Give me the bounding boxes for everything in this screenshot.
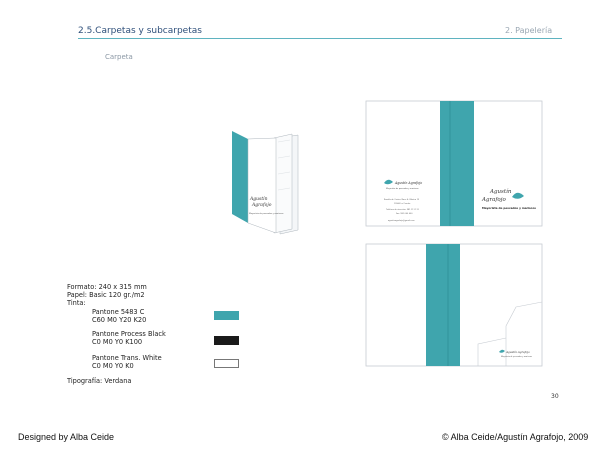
small-logo-tagline: Mayorista de pescados y mariscos bbox=[386, 188, 419, 190]
mockup-brand-name-2: Agrafojo bbox=[252, 203, 272, 208]
small-logo-name: Agustín Agrafojo bbox=[395, 181, 423, 185]
address-line-4: Fax: 981 000 000 bbox=[396, 213, 413, 215]
section-label: Carpeta bbox=[105, 53, 133, 61]
mockup-tagline: Mayorista de pescados y mariscos bbox=[249, 213, 284, 215]
ink-1-cmyk: C60 M0 Y20 K20 bbox=[92, 316, 147, 324]
ink-2-name: Pantone Process Black bbox=[92, 330, 166, 338]
section-name: 2. Papelería bbox=[505, 26, 553, 35]
folder-outer-face bbox=[366, 101, 542, 226]
folder-inner-face bbox=[366, 244, 542, 366]
main-logo-tagline: Mayorista de pescados y mariscos bbox=[482, 206, 536, 210]
page-title: 2.5.Carpetas y subcarpetas bbox=[78, 26, 202, 36]
pocket-logo-name: Agustín Agrafojo bbox=[506, 350, 530, 354]
spec-format: Formato: 240 x 315 mm bbox=[67, 283, 147, 291]
address-line-1: Rosalía de Castro, Nave 4, Ribeira 19 bbox=[384, 199, 420, 201]
pocket-logo-tagline: Mayorista de pescados y mariscos bbox=[501, 356, 532, 358]
ink-2-cmyk: C0 M0 Y0 K100 bbox=[92, 338, 143, 346]
header-divider bbox=[78, 38, 562, 39]
ink-3-name: Pantone Trans. White bbox=[92, 354, 162, 362]
mockup-brand-name-1: Agustín bbox=[250, 197, 268, 202]
address-line-5: agustinagrafojo@gmail.com bbox=[388, 220, 415, 222]
ink-2-swatch bbox=[214, 336, 239, 345]
footer-credit: Designed by Alba Ceide bbox=[18, 432, 115, 442]
folder-3d-mockup bbox=[228, 128, 308, 248]
ink-3-swatch bbox=[214, 359, 239, 368]
spec-ink-label: Tinta: bbox=[67, 299, 86, 307]
spec-typography: Tipografía: Verdana bbox=[67, 377, 132, 385]
main-logo-name-1: Agustín bbox=[490, 189, 512, 195]
address-line-2: 15960 La Coruña bbox=[394, 203, 411, 205]
ink-3-cmyk: C0 M0 Y0 K0 bbox=[92, 362, 134, 370]
spec-paper: Papel: Basic 120 gr./m2 bbox=[67, 291, 145, 299]
ink-1-swatch bbox=[214, 311, 239, 320]
footer-copyright: © Alba Ceide/Agustín Agrafojo, 2009 bbox=[442, 432, 589, 442]
ink-1-name: Pantone 5483 C bbox=[92, 308, 145, 316]
main-logo-name-2: Agrafojo bbox=[482, 197, 506, 203]
address-line-3: Teléfono de atención: 981 111 111 bbox=[386, 209, 419, 211]
page-number: 30 bbox=[551, 393, 559, 400]
